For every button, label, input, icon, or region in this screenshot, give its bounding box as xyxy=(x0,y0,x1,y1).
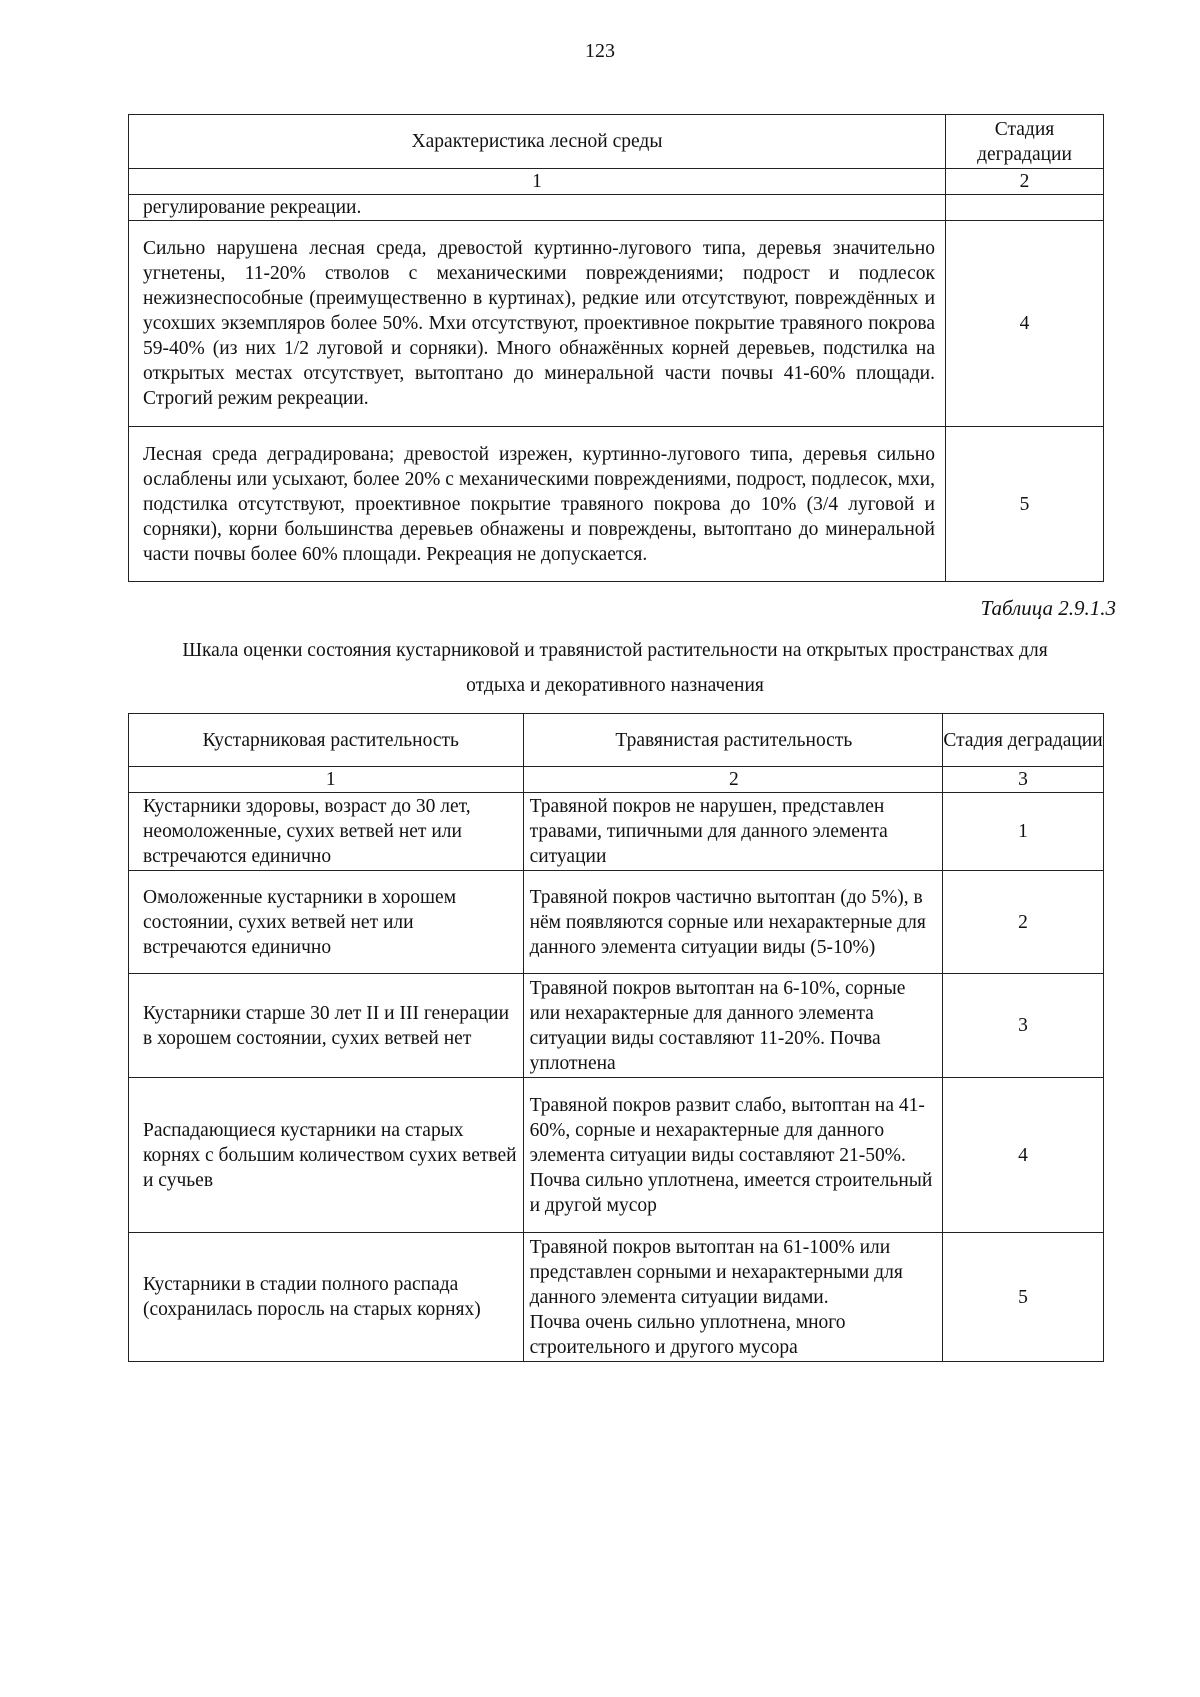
table-header-row xyxy=(129,714,1104,767)
grass-text: Травяной покров развит слабо, вытоптан на 41-60%, сорные и нехарактерные для данного элемента ситуации виды составляют 21-50%. xyxy=(529,1094,925,1166)
table-row xyxy=(129,195,1104,221)
table-header-row xyxy=(129,115,1104,169)
vegetation-state-table xyxy=(128,713,1104,1362)
grass-description xyxy=(523,1233,943,1362)
header-grass-vegetation: Травянистая растительность xyxy=(523,714,943,767)
row-description: Лесная среда деградирована; древостой изрежен, куртинно-лугового типа, деревья сильно ослаблены или усыхают, более 20% с механическими повреждениями, подрост, подлесок, мхи, подстилка отсутствуют, проективное покрытие травяного покрова до 10% (3/4 луговой и сорняки), корни большинства деревьев обнажены и повреждены, вытоптано до минеральной части почвы более 60% площади. Рекреация не допускается. xyxy=(129,427,946,582)
column-number: 1 xyxy=(129,767,524,793)
grass-description xyxy=(523,1078,943,1233)
column-number: 3 xyxy=(943,767,1104,793)
column-number: 2 xyxy=(946,169,1104,195)
table-row xyxy=(129,221,1104,427)
table-title: Шкала оценки состояния кустарниковой и травянистой растительности на открытых пространствах для xyxy=(182,640,1048,661)
row-stage: 4 xyxy=(943,1078,1104,1233)
grass-text-extra: Почва очень сильно уплотнена, много строительного и другого мусора xyxy=(529,1311,846,1358)
header-forest-characteristic: Характеристика лесной среды xyxy=(129,115,946,169)
grass-description: Травяной покров не нарушен, представлен травами, типичными для данного элемента ситуации xyxy=(523,793,943,871)
table-row xyxy=(129,1078,1104,1233)
forest-environment-table xyxy=(128,114,1104,582)
header-degradation-stage: Стадия деградации xyxy=(946,115,1104,169)
grass-text: Травяной покров вытоптан на 61-100% или представлен сорными и нехарактерными для данного элемента ситуации видами. xyxy=(529,1236,903,1308)
table-row xyxy=(129,974,1104,1078)
shrub-description: Кустарники старше 30 лет II и III генерации в хорошем состоянии, сухих ветвей нет xyxy=(129,974,524,1078)
row-stage: 2 xyxy=(943,871,1104,974)
row-stage: 5 xyxy=(946,427,1104,582)
row-stage: 4 xyxy=(946,221,1104,427)
shrub-description: Кустарники в стадии полного распада (сохранилась поросль на старых корнях) xyxy=(129,1233,524,1362)
row-description: Сильно нарушена лесная среда, древостой куртинно-лугового типа, деревья значительно угнетены, 11-20% стволов с механическими повреждениями; подрост и подлесок нежизнеспособные (преимущественно в куртинах), редкие или отсутствуют, повреждённых и усохших экземпляров более 50%. Мхи отсутствуют, проективное покрытие травяного покрова 59-40% (из них 1/2 луговой и сорняки). Много обнажённых корней деревьев, подстилка на открытых местах отсутствует, вытоптано до минеральной части почвы 41-60% площади. Строгий режим рекреации. xyxy=(129,221,946,427)
row-description: регулирование рекреации. xyxy=(129,195,946,221)
row-stage: 5 xyxy=(943,1233,1104,1362)
grass-description: Травяной покров частично вытоптан (до 5%), в нём появляются сорные или нехарактерные для данного элемента ситуации виды (5-10%) xyxy=(523,871,943,974)
header-degradation-stage: Стадия деградации xyxy=(943,714,1104,767)
table-row xyxy=(129,427,1104,582)
shrub-description: Распадающиеся кустарники на старых корнях с большим количеством сухих ветвей и сучьев xyxy=(129,1078,524,1233)
row-stage xyxy=(946,195,1104,221)
row-stage: 1 xyxy=(943,793,1104,871)
header-shrub-vegetation: Кустарниковая растительность xyxy=(129,714,524,767)
column-number-row xyxy=(129,767,1104,793)
row-stage: 3 xyxy=(943,974,1104,1078)
shrub-description: Кустарники здоровы, возраст до 30 лет, неомоложенные, сухих ветвей нет или встречаются единично xyxy=(129,793,524,871)
table-caption: Таблица 2.9.1.3 xyxy=(980,596,1116,620)
column-number: 2 xyxy=(523,767,943,793)
grass-description: Травяной покров вытоптан на 6-10%, сорные или нехарактерные для данного элемента ситуации виды составляют 11-20%. Почва уплотнена xyxy=(523,974,943,1078)
table-title-continued: отдыха и декоративного назначения xyxy=(466,675,764,696)
column-number-row xyxy=(129,169,1104,195)
table-row xyxy=(129,793,1104,871)
column-number: 1 xyxy=(129,169,946,195)
table-row xyxy=(129,871,1104,974)
shrub-description: Омоложенные кустарники в хорошем состоянии, сухих ветвей нет или встречаются единично xyxy=(129,871,524,974)
table-row xyxy=(129,1233,1104,1362)
grass-text-extra: Почва сильно уплотнена, имеется строительный и другой мусор xyxy=(529,1169,933,1216)
page-number: 123 xyxy=(585,40,615,62)
